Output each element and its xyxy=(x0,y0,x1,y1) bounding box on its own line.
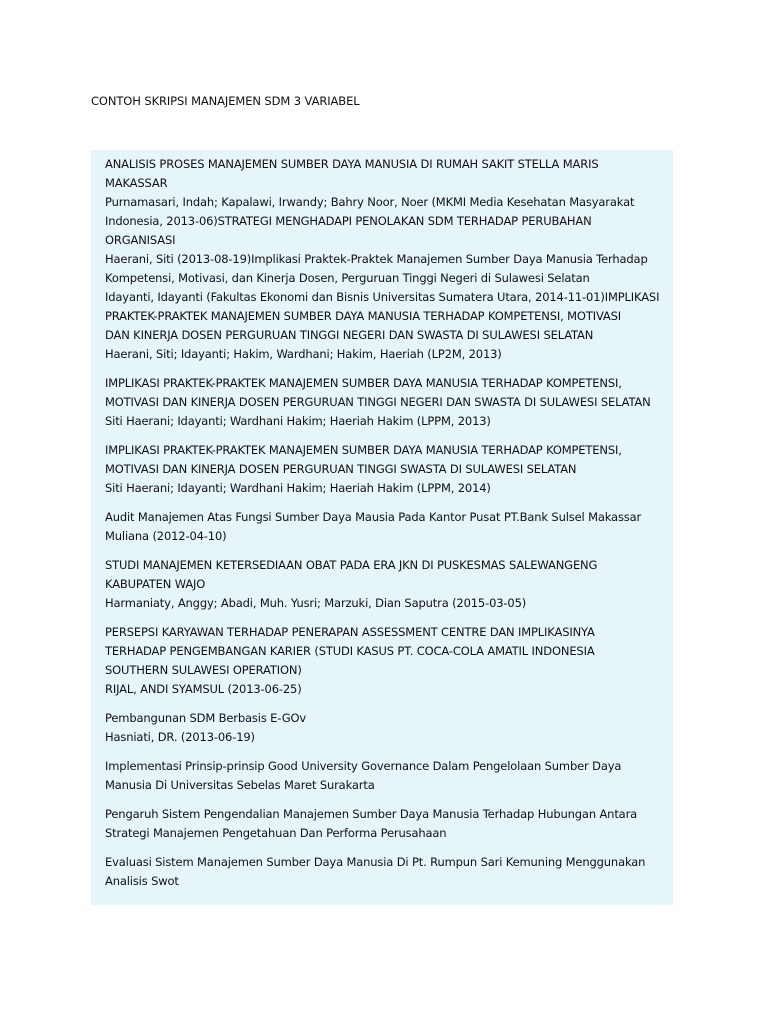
entry-line: Manusia Di Universitas Sebelas Maret Surakarta xyxy=(105,778,375,792)
entry-line: Kompetensi, Motivasi, dan Kinerja Dosen, Perguruan Tinggi Negeri di Sulawesi Selatan xyxy=(105,271,590,285)
entry-line: TERHADAP PENGEMBANGAN KARIER (STUDI KASUS PT. COCA-COLA AMATIL INDONESIA xyxy=(105,644,595,658)
result-entry xyxy=(105,508,665,546)
result-entry xyxy=(105,853,665,891)
entry-line: PRAKTEK-PRAKTEK MANAJEMEN SUMBER DAYA MANUSIA TERHADAP KOMPETENSI, MOTIVASI xyxy=(105,309,622,323)
entry-line: STUDI MANAJEMEN KETERSEDIAAN OBAT PADA ERA JKN DI PUSKESMAS SALEWANGENG xyxy=(105,558,598,572)
entry-line: ORGANISASI xyxy=(105,233,176,247)
entry-line: KABUPATEN WAJO xyxy=(105,577,206,591)
entry-line: Pengaruh Sistem Pengendalian Manajemen Sumber Daya Manusia Terhadap Hubungan Antara xyxy=(105,807,638,821)
entry-line: Haerani, Siti; Idayanti; Hakim, Wardhani; Hakim, Haeriah (LP2M, 2013) xyxy=(105,347,502,361)
entry-line: Harmaniaty, Anggy; Abadi, Muh. Yusri; Marzuki, Dian Saputra (2015-03-05) xyxy=(105,596,527,610)
entry-line: Indonesia, 2013-06)STRATEGI MENGHADAPI PENOLAKAN SDM TERHADAP PERUBAHAN xyxy=(105,214,592,228)
entry-line: Siti Haerani; Idayanti; Wardhani Hakim; Haeriah Hakim (LPPM, 2014) xyxy=(105,481,491,495)
entry-line: MOTIVASI DAN KINERJA DOSEN PERGURUAN TINGGI SWASTA DI SULAWESI SELATAN xyxy=(105,462,577,476)
entry-line: PERSEPSI KARYAWAN TERHADAP PENERAPAN ASSESSMENT CENTRE DAN IMPLIKASINYA xyxy=(105,625,595,639)
result-entry xyxy=(105,155,665,364)
result-entry xyxy=(105,757,665,795)
entry-line: Haerani, Siti (2013-08-19)Implikasi Praktek-Praktek Manajemen Sumber Daya Manusia Terhadap xyxy=(105,252,648,266)
result-entry xyxy=(105,709,665,747)
entry-line: Implementasi Prinsip-prinsip Good University Governance Dalam Pengelolaan Sumber Daya xyxy=(105,759,622,773)
entry-line: Audit Manajemen Atas Fungsi Sumber Daya Mausia Pada Kantor Pusat PT.Bank Sulsel Makassar xyxy=(105,510,642,524)
entry-line: DAN KINERJA DOSEN PERGURUAN TINGGI NEGERI DAN SWASTA DI SULAWESI SELATAN xyxy=(105,328,594,342)
entry-line: Muliana (2012-04-10) xyxy=(105,529,227,543)
result-entry xyxy=(105,805,665,843)
entry-line: Hasniati, DR. (2013-06-19) xyxy=(105,730,255,744)
result-entry xyxy=(105,623,665,699)
entry-line: IMPLIKASI PRAKTEK-PRAKTEK MANAJEMEN SUMBER DAYA MANUSIA TERHADAP KOMPETENSI, xyxy=(105,376,622,390)
entry-line: MOTIVASI DAN KINERJA DOSEN PERGURUAN TINGGI NEGERI DAN SWASTA DI SULAWESI SELATAN xyxy=(105,395,651,409)
entry-line: Analisis Swot xyxy=(105,874,179,888)
entry-line: MAKASSAR xyxy=(105,176,168,190)
document-title: CONTOH SKRIPSI MANAJEMEN SDM 3 VARIABEL xyxy=(91,94,360,108)
results-list xyxy=(105,155,665,901)
entry-line: Siti Haerani; Idayanti; Wardhani Hakim; Haeriah Hakim (LPPM, 2013) xyxy=(105,414,491,428)
result-entry xyxy=(105,556,665,613)
result-entry xyxy=(105,441,665,498)
entry-line: ANALISIS PROSES MANAJEMEN SUMBER DAYA MANUSIA DI RUMAH SAKIT STELLA MARIS xyxy=(105,157,599,171)
entry-line: Purnamasari, Indah; Kapalawi, Irwandy; Bahry Noor, Noer (MKMI Media Kesehatan Masyarakat xyxy=(105,195,635,209)
entry-line: RIJAL, ANDI SYAMSUL (2013-06-25) xyxy=(105,682,302,696)
entry-line: Evaluasi Sistem Manajemen Sumber Daya Manusia Di Pt. Rumpun Sari Kemuning Menggunakan xyxy=(105,855,646,869)
result-entry xyxy=(105,374,665,431)
entry-line: IMPLIKASI PRAKTEK-PRAKTEK MANAJEMEN SUMBER DAYA MANUSIA TERHADAP KOMPETENSI, xyxy=(105,443,622,457)
entry-line: Strategi Manajemen Pengetahuan Dan Performa Perusahaan xyxy=(105,826,447,840)
entry-line: Idayanti, Idayanti (Fakultas Ekonomi dan Bisnis Universitas Sumatera Utara, 2014-11-01)IMPLIKASI xyxy=(105,290,660,304)
entry-line: SOUTHERN SULAWESI OPERATION) xyxy=(105,663,302,677)
entry-line: Pembangunan SDM Berbasis E-GOv xyxy=(105,711,307,725)
